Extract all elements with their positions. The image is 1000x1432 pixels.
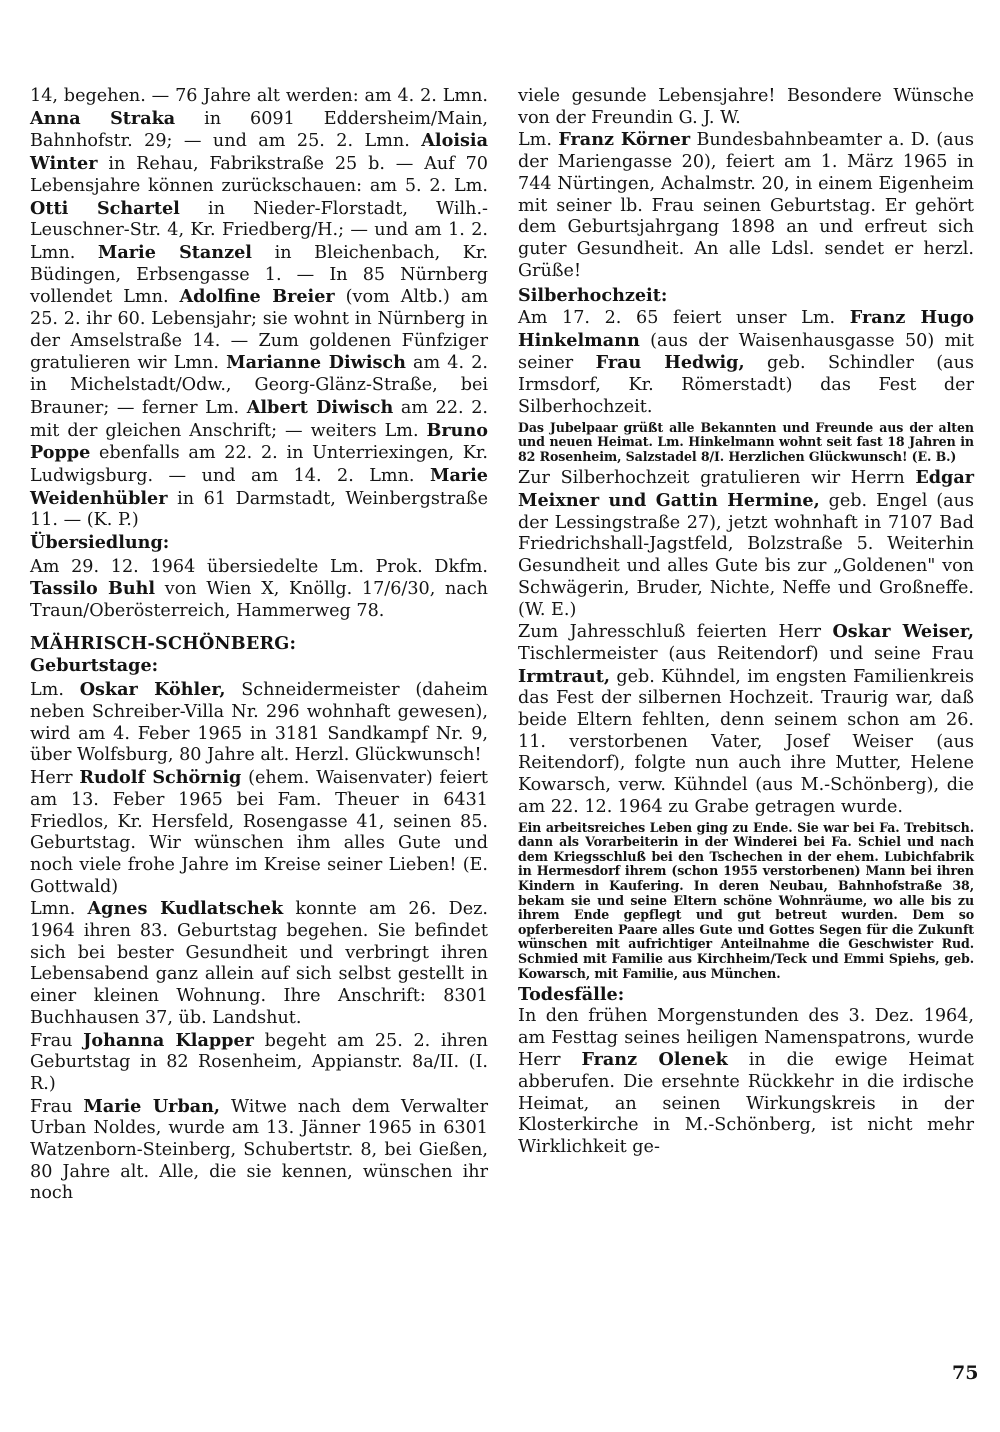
person-name: Marie Stanzel (97, 241, 252, 263)
person-name: Agnes Kudlatschek (87, 898, 284, 920)
paragraph-klapper: Frau Johanna Klapper begeht am 25. 2. ihren Geburtstag in 82 Rosenheim, Appianstr. 8a/II. (I. R.) (30, 1029, 488, 1094)
person-name: Albert Diwisch (246, 396, 394, 418)
section-heading-maehrisch-schoenberg: MÄHRISCH-SCHÖNBERG: (30, 632, 297, 654)
person-name: Marianne Diwisch (226, 352, 406, 374)
heading-todesfaelle: Todesfälle: (518, 984, 625, 1006)
person-name: Marie Weidenhübler (30, 464, 488, 509)
paragraph-olenek: In den frühen Morgenstunden des 3. Dez. 1964, am Festtag seines heiligen Namenspatrons, wurde Herr Franz Olenek in die ewige Heimat abberufen. Die ersehnte Rückkehr in die irdische Heimat, an seinen Wirkungskreis in der Klosterkirche in M.-Schönberg, ist nicht mehr Wirklichkeit ge- (518, 1005, 975, 1158)
heading-uebersiedlung: Übersiedlung: (30, 532, 170, 554)
person-name: Otti Schartel (30, 197, 180, 219)
heading-silberhochzeit: Silberhochzeit: (518, 285, 668, 307)
paragraph-koehler: Lm. Oskar Köhler, Schneidermeister (daheim neben Schreiber-Villa Nr. 296 wohnhaft gewesen), wird am 4. Feber 1965 in 3181 Sandkampf Nr. 9, über Wolfsburg, 80 Jahre alt. Herzl. Glückwunsch! (30, 679, 488, 766)
person-name: Oskar Weiser, (832, 621, 974, 643)
paragraph-kudlatschek: Lmn. Agnes Kudlatschek konnte am 26. Dez. 1964 ihren 83. Geburtstag begehen. Sie befindet sich bei bester Gesundheit und verbringt ihren Lebensabend ganz allein auf sich selbst gestellt in einer kleinen Wohnung. Ihre Anschrift: 8301 Buchhausen 37, üb. Landshut. (30, 898, 488, 1028)
person-name: Anna Straka (30, 107, 176, 129)
small-print-kowarsch: Ein arbeitsreiches Leben ging zu Ende. Sie war bei Fa. Trebitsch. dann als Vorarbeiterin in der Winderei bei Fa. Schiel und nach dem Kriegsschluß bei den Tschechen in der ehem. Lubichfabrik in Hermesdorf ihrem (schon 1955 verstorbenen) Mann bei ihren Kindern in Kaufering. In deren Neubau, Bahnhofstraße 38, bekam sie und seine Eltern schöne Wohnräume, wo alle bis zu ihrem Ende gepflegt und gut betreut wurden. Dem so opferbereiten Paare alles Gute und Gottes Segen für die Zukunft wünschen mit aufrichtiger Anteilnahme die Geschwister Rud. Schmied mit Familie aus Kirchheim/Teck und Emmi Spiehs, geb. Kowarsch, mit Familie, aus München. (518, 819, 974, 981)
person-name: Irmtraut, (518, 665, 610, 687)
person-name: Franz Körner (558, 129, 691, 151)
right-column (518, 86, 974, 1159)
paragraph-hinkelmann: Am 17. 2. 65 feiert unser Lm. Franz Hugo Hinkelmann (aus der Waisenhausgasse 50) mit seiner Frau Hedwig, geb. Schindler (aus Irmsdorf, Kr. Römerstadt) das Fest der Silberhochzeit. (518, 307, 974, 417)
person-name: Adolfine Breier (179, 286, 335, 308)
person-name: Aloisia Winter (30, 130, 488, 175)
person-name: Franz Hugo Hinkelmann (518, 307, 974, 351)
paragraph-uebersiedlung: Am 29. 12. 1964 übersiedelte Lm. Prok. Dkfm. Tassilo Buhl von Wien X, Knöllg. 17/6/30, nach Traun/Oberösterreich, Hammerweg 78. (30, 556, 489, 622)
person-name: Rudolf Schörnig (79, 767, 242, 789)
paragraph-schoernig: Herr Rudolf Schörnig (ehem. Waisenvater) feiert am 13. Feber 1965 bei Fam. Theuer in 6431 Friedlos, Kr. Hersfeld, Rosengasse 41, seinen 85. Geburtstag. Wir wünschen ihm alles Gute und noch viele frohe Jahre im Kreise seiner Lieben! (E. Gottwald) (30, 767, 488, 897)
person-name: Oskar Köhler, (79, 679, 226, 701)
person-name: Marie Urban, (83, 1095, 221, 1117)
paragraph-urban: Frau Marie Urban, Witwe nach dem Verwalter Urban Noldes, wurde am 13. Jänner 1965 in 6301 Watzenborn-Steinberg, Schubertstr. 8, bei Gießen, 80 Jahre alt. Alle, die sie kennen, wünschen ihr noch (30, 1095, 488, 1204)
heading-geburtstage: Geburtstage: (30, 654, 159, 676)
page-number: 75 (952, 1362, 979, 1384)
left-column (30, 86, 488, 1205)
person-name: Franz Olenek (581, 1049, 728, 1071)
person-name: Frau Hedwig, (595, 352, 745, 374)
person-name: Edgar Meixner und Gattin Hermine, (518, 467, 974, 512)
person-name: Tassilo Buhl (30, 578, 156, 600)
paragraph-koerner: Lm. Franz Körner Bundesbahnbeamter a. D. (aus der Mariengasse 20), feiert am 1. März 1965 in 744 Nürtingen, Achalmstr. 20, in einem Eigenheim mit seiner lb. Frau seinen Geburtstag. Er gehört dem Geburtsjahrgang 1898 an und erfreut sich guter Gesundheit. An alle Ldsl. sendet er herzl. Grüße! (518, 129, 974, 281)
paragraph-meixner: Zur Silberhochzeit gratulieren wir Herrn Edgar Meixner und Gattin Hermine, geb. Engel (aus der Lessingstraße 27), jetzt wohnhaft in 7107 Bad Friedrichshall-Jagstfeld, Bolzstraße 5. Weiterhin Gesundheit und alles Gute bis zur „Goldenen" von Schwägerin, Bruder, Nichte, Neffe und Großneffe. (W. E.) (518, 467, 974, 620)
paragraph-urban-continued: viele gesunde Lebensjahre! Besondere Wünsche von der Freundin G. J. W. (518, 86, 974, 128)
paragraph-weiser: Zum Jahresschluß feierten Herr Oskar Weiser, Tischlermeister (aus Reitendorf) und seine Frau Irmtraut, geb. Kühndel, im engsten Familienkreis das Fest der silbernen Hochzeit. Traurig war, daß beide Eltern fehlten, denn seinem schon am 26. 11. verstorbenen Vater, Josef Weiser (aus Reitendorf), folgte nun auch ihre Mutter, Helene Kowarsch, verw. Kühndel (aus M.-Schönberg), die am 22. 12. 1964 zu Grabe getragen wurde. (518, 621, 974, 817)
person-name: Johanna Klapper (83, 1029, 254, 1051)
paragraph-birthdays-continued: 14, begehen. — 76 Jahre alt werden: am 4. 2. Lmn. Anna Straka in 6091 Eddersheim/Main, Bahnhofstr. 29; — und am 25. 2. Lmn. Aloisia Winter in Rehau, Fabrikstraße 25 b. — Auf 70 Lebensjahre können zurückschauen: am 5. 2. Lm. Otti Schartel in Nieder-Florstadt, Wilh.-Leuschner-Str. 4, Kr. Friedberg/H.; — und am 1. 2. Lmn. Marie Stanzel in Bleichenbach, Kr. Büdingen, Erbsengasse 1. — In 85 Nürnberg vollendet Lmn. Adolfine Breier (vom Altb.) am 25. 2. ihr 60. Lebensjahr; sie wohnt in Nürnberg in der Amselstraße 14. — Zum goldenen Fünfziger gratulieren wir Lmn. Marianne Diwisch am 4. 2. in Michelstadt/Odw., Georg-Glänz-Straße, bei Brauner; — ferner Lm. Albert Diwisch am 22. 2. mit der gleichen Anschrift; — weiters Lm. Bruno Poppe ebenfalls am 22. 2. in Unterriexingen, Kr. Ludwigsburg. — und am 14. 2. Lmn. Marie Weidenhübler in 61 Darmstadt, Weinbergstraße 11. — (K. P.) (30, 86, 489, 531)
small-print-hinkelmann: Das Jubelpaar grüßt alle Bekannten und Freunde aus der alten und neuen Heimat. Lm. Hinkelmann wohnt seit fast 18 Jahren in 82 Rosenheim, Salzstadel 8/I. Herzlichen Glückwunsch! (E. B.) (518, 419, 974, 464)
person-name: Bruno Poppe (30, 419, 488, 464)
